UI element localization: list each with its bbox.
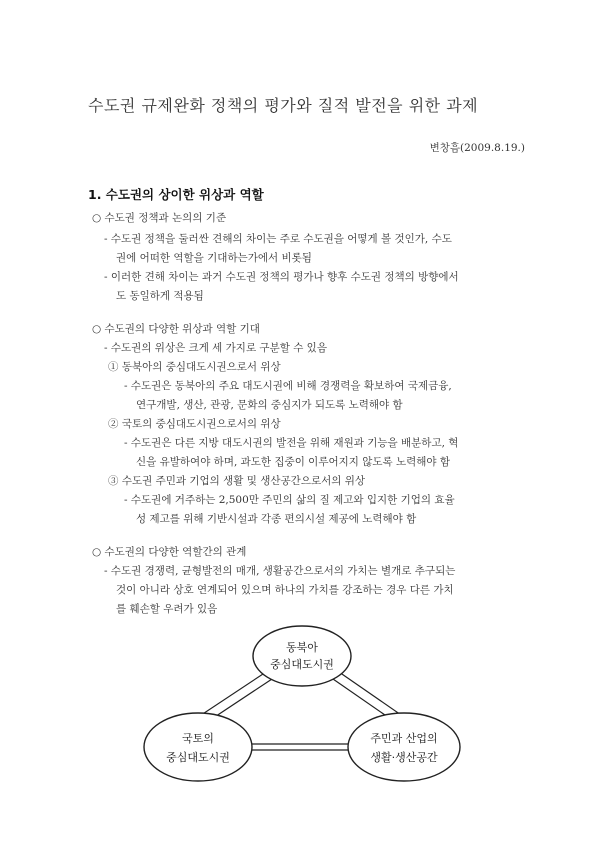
dash-item: - 수도권은 다른 지방 대도시권의 발전을 위해 재원과 기능을 배분하고, 혁 [124,437,459,449]
numbered-item: ③ 수도권 주민과 기업의 생활 및 생산공간으로서의 위상 [108,475,366,487]
section-heading: 1. 수도권의 상이한 위상과 역할 [88,187,264,202]
dash-item: - 수도권에 거주하는 2,500만 주민의 삶의 질 제고와 입지한 기업의 효율 [124,494,455,506]
dash-item: - 수도권의 위상은 크게 세 가지로 구분할 수 있음 [104,342,327,354]
dash-continuation: 것이 아니라 상호 연계되어 있으며 하나의 가치를 강조하는 경우 다른 가치 [116,584,454,596]
bullet-heading: ○ 수도권의 다양한 위상과 역할 기대 [92,323,260,335]
dash-continuation: 도 동일하게 적용됨 [116,290,204,302]
dash-item: - 수도권 경쟁력, 균형발전의 매개, 생활공간으로서의 가치는 별개로 추구되는 [104,565,456,577]
node-residents-industry [348,713,460,781]
node-national-territory [144,713,252,781]
dash-item: - 이러한 견해 차이는 과거 수도권 정책의 평가나 향후 수도권 정책의 방향에서 [104,271,459,283]
dash-item: - 수도권은 동북아의 주요 대도시권에 비해 경쟁력을 확보하여 국제금융, [124,380,452,392]
node-label: 중심대도시권 [166,751,230,764]
dash-item: - 수도권 정책을 둘러싼 견해의 차이는 주로 수도권을 어떻게 볼 것인가, 수도 [104,233,452,245]
node-label: 주민과 산업의 [370,732,438,745]
node-label: 동북아 [286,641,318,654]
bullet-heading: ○ 수도권 정책과 논의의 기준 [92,212,227,224]
dash-continuation: 연구개발, 생산, 관광, 문화의 중심지가 되도록 노력해야 함 [136,399,403,411]
dash-continuation: 권에 어떠한 역할을 기대하는가에서 비롯됨 [116,252,312,264]
numbered-item: ② 국토의 중심대도시권으로서의 위상 [108,418,281,430]
bullet-heading: ○ 수도권의 다양한 역할간의 관계 [92,546,247,558]
dash-continuation: 성 제고를 위해 기반시설과 각종 편의시설 제공에 노력해야 함 [136,513,417,525]
node-northeast-asia [253,626,351,686]
author-date: 변창흠(2009.8.19.) [429,142,525,154]
dash-continuation: 신을 유발하여야 하며, 과도한 집중이 이루어지지 않도록 노력해야 함 [136,456,451,468]
node-label: 국토의 [182,732,214,745]
node-label: 중심대도시권 [270,658,334,671]
document-title: 수도권 규제완화 정책의 평가와 질적 발전을 위한 과제 [88,96,479,115]
numbered-item: ① 동북아의 중심대도시권으로서 위상 [108,361,281,373]
node-label: 생활·생산공간 [370,751,438,764]
dash-continuation: 를 훼손할 우려가 있음 [116,603,218,615]
